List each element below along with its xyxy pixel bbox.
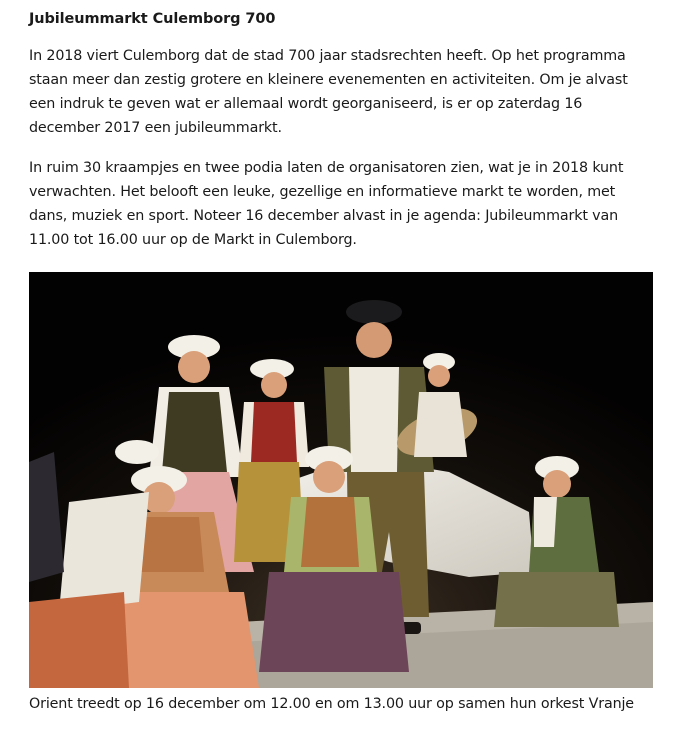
- article-title: Jubileummarkt Culemborg 700: [29, 11, 276, 27]
- photo-caption: Orient treedt op 16 december om 12.00 en om 13.00 uur op samen hun orkest Vranje: [29, 696, 634, 712]
- article-paragraph-1: In 2018 viert Culemborg dat de stad 700 jaar stadsrechten heeft. Op het programma staan meer dan zestig grotere en kleinere evenementen en activiteiten. Om je alvast een indruk te geven wat er allemaal wordt georganiseerd, is er op zaterdag 16 december 2017 een jubileummarkt.: [29, 48, 628, 136]
- article-paragraph-2: In ruim 30 kraampjes en twee podia laten de organisatoren zien, wat je in 2018 kunt verwachten. Het belooft een leuke, gezellige en informatieve markt te worden, met dans, muziek en sport. Noteer 16 december alvast in je agenda: Jubileummarkt van 11.00 tot 16.00 uur op de Markt in Culemborg.: [29, 160, 624, 248]
- dance-performance-photo: [29, 272, 653, 688]
